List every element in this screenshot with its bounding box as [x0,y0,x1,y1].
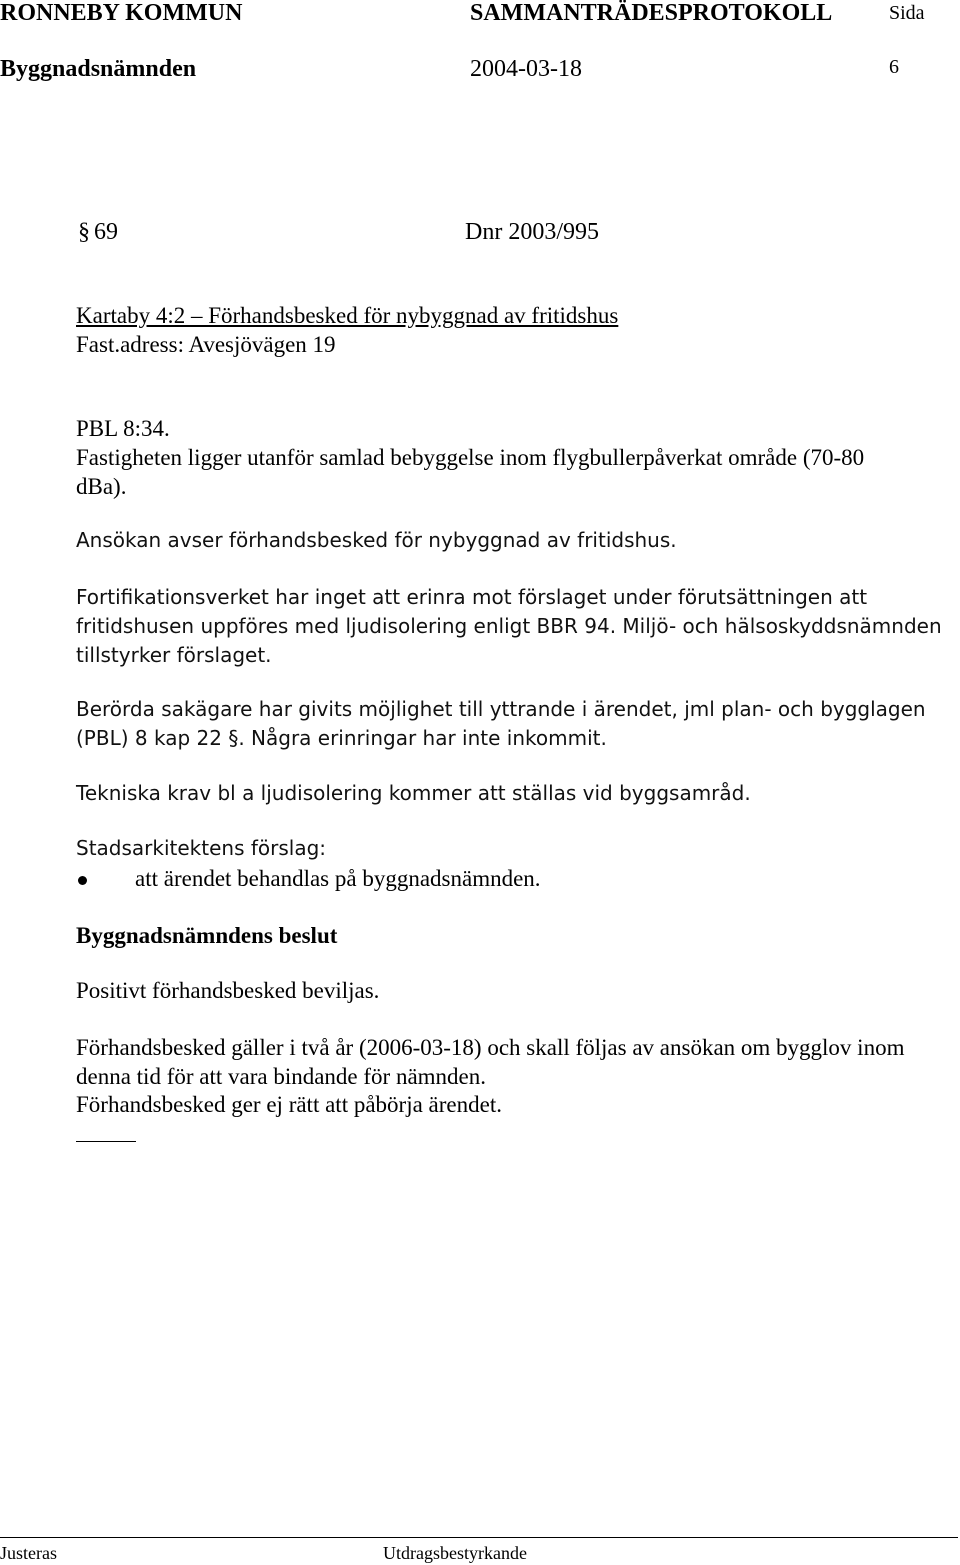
end-rule [76,1141,136,1142]
page-label: Sida [889,2,925,24]
footer-justeras: Justeras [0,1543,57,1563]
body-p2: Ansökan avser förhandsbesked för nybyggnad av fritidshus. [76,528,677,552]
footer-rule [0,1537,958,1538]
committee-name: Byggnadsnämnden [0,56,197,82]
decision-heading: Byggnadsnämndens beslut [76,923,338,948]
document-type: SAMMANTRÄDESPROTOKOLL [470,0,833,26]
body-p1-line1: PBL 8:34. [76,416,170,441]
bullet-icon [78,876,87,885]
item-title: Kartaby 4:2 – Förhandsbesked för nybyggnad av fritidshus [76,303,619,328]
proposal-heading: Stadsarkitektens förslag: [76,836,327,860]
body-p1-line2: Fastigheten ligger utanför samlad bebyggelse inom flygbullerpåverkat område (70-80 [76,445,865,470]
body-p3-line1: Fortifikationsverket har inget att erinra mot förslaget under förutsättningen att [76,585,868,609]
meeting-date: 2004-03-18 [470,56,582,82]
body-p3-line3: tillstyrker förslaget. [76,643,272,667]
org-name: RONNEBY KOMMUN [0,0,243,26]
item-number: 69 [94,219,118,245]
decision-p1: Positivt förhandsbesked beviljas. [76,978,380,1003]
proposal-item: att ärendet behandlas på byggnadsnämnden. [135,866,541,891]
body-p3-line2: fritidshusen uppföres med ljudisolering enligt BBR 94. Miljö- och hälsoskyddsnämnden [76,614,942,638]
body-p1-line3: dBa). [76,474,127,499]
page-number: 6 [889,56,899,78]
section-symbol: § [78,219,90,245]
dnr-number: Dnr 2003/995 [465,219,599,245]
body-p4-line1: Berörda sakägare har givits möjlighet till yttrande i ärendet, jml plan- och bygglagen [76,697,926,721]
decision-p3: Förhandsbesked ger ej rätt att påbörja ärendet. [76,1092,502,1117]
footer-utdragsbestyrkande: Utdragsbestyrkande [383,1543,527,1563]
decision-p2-line1: Förhandsbesked gäller i två år (2006-03-18) och skall följas av ansökan om bygglov inom [76,1035,905,1060]
decision-p2-line2: denna tid för att vara bindande för nämnden. [76,1064,487,1089]
property-address: Fast.adress: Avesjövägen 19 [76,332,336,357]
body-p4-line2: (PBL) 8 kap 22 §. Några erinringar har inte inkommit. [76,726,607,750]
body-p5: Tekniska krav bl a ljudisolering kommer att ställas vid byggsamråd. [76,781,751,805]
